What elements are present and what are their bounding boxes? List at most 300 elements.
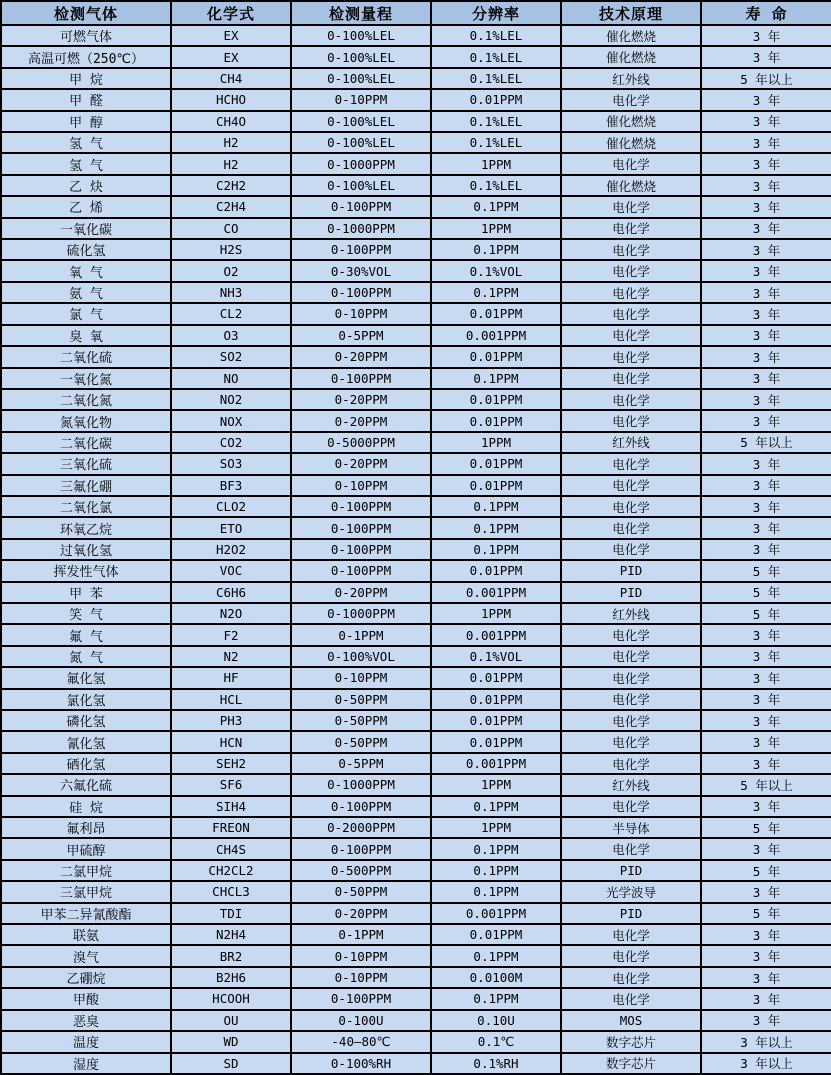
cell-principle: 电化学 [561, 218, 701, 239]
cell-gas: 硫化氢 [1, 239, 171, 260]
cell-resolution: 0.001PPM [431, 753, 561, 774]
cell-principle: 电化学 [561, 689, 701, 710]
cell-lifespan: 3 年 [701, 132, 831, 153]
cell-resolution: 0.01PPM [431, 560, 561, 581]
table-row [1, 1031, 831, 1052]
table-row [1, 710, 831, 731]
cell-gas: 氟 气 [1, 624, 171, 645]
cell-range: 0-100%LEL [291, 46, 431, 67]
cell-lifespan: 3 年 [701, 646, 831, 667]
cell-formula: C2H2 [171, 175, 291, 196]
cell-lifespan: 5 年 [701, 582, 831, 603]
cell-range: 0-10PPM [291, 967, 431, 988]
cell-gas: 二氯甲烷 [1, 860, 171, 881]
cell-resolution: 0.001PPM [431, 325, 561, 346]
cell-formula: VOC [171, 560, 291, 581]
cell-principle: 电化学 [561, 731, 701, 752]
column-header-range: 检测量程 [291, 1, 431, 25]
cell-range: 0-1000PPM [291, 218, 431, 239]
cell-principle: 催化燃烧 [561, 175, 701, 196]
cell-principle: PID [561, 860, 701, 881]
cell-lifespan: 3 年 [701, 175, 831, 196]
table-row [1, 881, 831, 902]
cell-gas: 硅 烷 [1, 796, 171, 817]
cell-range: 0-10PPM [291, 475, 431, 496]
cell-gas: 一氧化氮 [1, 368, 171, 389]
cell-lifespan: 3 年 [701, 25, 831, 46]
table-row [1, 774, 831, 795]
cell-principle: 催化燃烧 [561, 132, 701, 153]
cell-gas: 三氟化硼 [1, 475, 171, 496]
cell-range: 0-10PPM [291, 89, 431, 110]
cell-lifespan: 3 年 [701, 46, 831, 67]
table-row [1, 325, 831, 346]
cell-formula: N2 [171, 646, 291, 667]
table-row [1, 153, 831, 174]
cell-formula: H2 [171, 132, 291, 153]
cell-principle: 红外线 [561, 68, 701, 89]
cell-formula: OU [171, 1010, 291, 1031]
cell-resolution: 0.1%LEL [431, 25, 561, 46]
cell-range: 0-20PPM [291, 410, 431, 431]
cell-principle: 电化学 [561, 196, 701, 217]
cell-formula: C6H6 [171, 582, 291, 603]
cell-resolution: 0.1PPM [431, 881, 561, 902]
cell-gas: 二氧化硫 [1, 346, 171, 367]
cell-formula: NO [171, 368, 291, 389]
table-row [1, 796, 831, 817]
table-row [1, 689, 831, 710]
table-body [1, 25, 831, 1074]
cell-formula: WD [171, 1031, 291, 1052]
cell-principle: 电化学 [561, 838, 701, 859]
cell-gas: 臭 氧 [1, 325, 171, 346]
cell-lifespan: 3 年 [701, 410, 831, 431]
cell-formula: HCHO [171, 89, 291, 110]
cell-lifespan: 3 年 [701, 218, 831, 239]
cell-range: 0-1PPM [291, 624, 431, 645]
cell-lifespan: 3 年 [701, 667, 831, 688]
table-row [1, 624, 831, 645]
cell-gas: 氨 气 [1, 282, 171, 303]
table-row [1, 646, 831, 667]
cell-gas: 磷化氢 [1, 710, 171, 731]
table-row [1, 196, 831, 217]
cell-principle: 电化学 [561, 624, 701, 645]
cell-lifespan: 3 年 [701, 325, 831, 346]
cell-lifespan: 3 年 [701, 924, 831, 945]
cell-resolution: 0.1PPM [431, 196, 561, 217]
cell-gas: 挥发性气体 [1, 560, 171, 581]
cell-range: 0-100PPM [291, 539, 431, 560]
cell-formula: CO [171, 218, 291, 239]
cell-lifespan: 3 年 [701, 346, 831, 367]
table-row [1, 346, 831, 367]
cell-gas: 氯化氢 [1, 689, 171, 710]
cell-principle: 电化学 [561, 389, 701, 410]
cell-gas: 乙 烯 [1, 196, 171, 217]
cell-principle: 电化学 [561, 260, 701, 281]
cell-resolution: 0.1PPM [431, 945, 561, 966]
cell-principle: 电化学 [561, 239, 701, 260]
cell-gas: 氮 气 [1, 646, 171, 667]
cell-resolution: 1PPM [431, 774, 561, 795]
cell-lifespan: 5 年以上 [701, 68, 831, 89]
cell-formula: BR2 [171, 945, 291, 966]
cell-resolution: 0.001PPM [431, 582, 561, 603]
cell-resolution: 0.01PPM [431, 303, 561, 324]
cell-resolution: 0.1%LEL [431, 132, 561, 153]
cell-lifespan: 3 年 [701, 710, 831, 731]
cell-gas: 甲酸 [1, 988, 171, 1009]
cell-gas: 可燃气体 [1, 25, 171, 46]
cell-resolution: 1PPM [431, 432, 561, 453]
table-row [1, 46, 831, 67]
cell-principle: 电化学 [561, 453, 701, 474]
cell-lifespan: 3 年以上 [701, 1053, 831, 1075]
cell-resolution: 0.1PPM [431, 539, 561, 560]
cell-gas: 氧 气 [1, 260, 171, 281]
table-row [1, 260, 831, 281]
cell-range: 0-10PPM [291, 303, 431, 324]
cell-gas: 环氧乙烷 [1, 517, 171, 538]
cell-formula: TDI [171, 903, 291, 924]
cell-principle: 电化学 [561, 303, 701, 324]
cell-gas: 氟利昂 [1, 817, 171, 838]
cell-resolution: 0.001PPM [431, 624, 561, 645]
cell-lifespan: 3 年 [701, 689, 831, 710]
cell-gas: 一氧化碳 [1, 218, 171, 239]
cell-formula: F2 [171, 624, 291, 645]
cell-range: 0-5000PPM [291, 432, 431, 453]
cell-formula: H2S [171, 239, 291, 260]
cell-gas: 联氨 [1, 924, 171, 945]
header-row [1, 1, 831, 25]
cell-lifespan: 5 年 [701, 603, 831, 624]
table-row [1, 410, 831, 431]
column-header-formula: 化学式 [171, 1, 291, 25]
cell-gas: 二氧化碳 [1, 432, 171, 453]
cell-formula: CL2 [171, 303, 291, 324]
cell-gas: 甲 烷 [1, 68, 171, 89]
cell-principle: 红外线 [561, 603, 701, 624]
table-row [1, 753, 831, 774]
cell-lifespan: 3 年 [701, 368, 831, 389]
column-header-lifespan: 寿 命 [701, 1, 831, 25]
cell-gas: 硒化氢 [1, 753, 171, 774]
cell-formula: SF6 [171, 774, 291, 795]
cell-principle: 电化学 [561, 667, 701, 688]
cell-range: 0-100PPM [291, 560, 431, 581]
cell-formula: NH3 [171, 282, 291, 303]
cell-principle: 电化学 [561, 967, 701, 988]
cell-resolution: 0.1%LEL [431, 46, 561, 67]
cell-range: 0-100PPM [291, 368, 431, 389]
cell-range: 0-20PPM [291, 389, 431, 410]
cell-resolution: 0.1%LEL [431, 68, 561, 89]
cell-gas: 氢 气 [1, 153, 171, 174]
table-row [1, 303, 831, 324]
cell-principle: 催化燃烧 [561, 25, 701, 46]
cell-formula: EX [171, 25, 291, 46]
cell-lifespan: 3 年 [701, 838, 831, 859]
table-row [1, 175, 831, 196]
cell-lifespan: 3 年 [701, 881, 831, 902]
cell-lifespan: 3 年 [701, 945, 831, 966]
cell-formula: SO2 [171, 346, 291, 367]
cell-lifespan: 3 年 [701, 624, 831, 645]
cell-formula: CH4O [171, 111, 291, 132]
cell-range: 0-10PPM [291, 667, 431, 688]
table-row [1, 25, 831, 46]
table-row [1, 582, 831, 603]
table-row [1, 988, 831, 1009]
table-row [1, 282, 831, 303]
cell-principle: 电化学 [561, 988, 701, 1009]
cell-principle: 数字芯片 [561, 1053, 701, 1075]
cell-range: 0-30%VOL [291, 260, 431, 281]
table-row [1, 239, 831, 260]
cell-lifespan: 5 年以上 [701, 774, 831, 795]
cell-lifespan: 3 年 [701, 389, 831, 410]
cell-range: 0-100%LEL [291, 25, 431, 46]
cell-principle: 电化学 [561, 282, 701, 303]
cell-gas: 氢 气 [1, 132, 171, 153]
cell-formula: SO3 [171, 453, 291, 474]
cell-range: 0-100PPM [291, 239, 431, 260]
cell-resolution: 0.1PPM [431, 838, 561, 859]
table-row [1, 475, 831, 496]
cell-formula: N2O [171, 603, 291, 624]
cell-range: 0-500PPM [291, 860, 431, 881]
cell-formula: FREON [171, 817, 291, 838]
cell-lifespan: 3 年 [701, 282, 831, 303]
table-row [1, 667, 831, 688]
table-row [1, 817, 831, 838]
cell-range: 0-100%RH [291, 1053, 431, 1075]
cell-gas: 二氧化氯 [1, 496, 171, 517]
cell-principle: 催化燃烧 [561, 111, 701, 132]
table-row [1, 218, 831, 239]
cell-range: 0-100PPM [291, 988, 431, 1009]
cell-gas: 过氧化氢 [1, 539, 171, 560]
cell-resolution: 0.1PPM [431, 860, 561, 881]
cell-principle: 电化学 [561, 539, 701, 560]
table-row [1, 560, 831, 581]
table-row [1, 432, 831, 453]
cell-lifespan: 3 年 [701, 453, 831, 474]
cell-resolution: 1PPM [431, 218, 561, 239]
cell-gas: 恶臭 [1, 1010, 171, 1031]
cell-lifespan: 3 年 [701, 753, 831, 774]
table-row [1, 903, 831, 924]
table-row [1, 517, 831, 538]
cell-range: 0-50PPM [291, 881, 431, 902]
cell-formula: ETO [171, 517, 291, 538]
cell-lifespan: 3 年 [701, 89, 831, 110]
cell-principle: PID [561, 903, 701, 924]
cell-principle: 半导体 [561, 817, 701, 838]
cell-resolution: 0.1PPM [431, 988, 561, 1009]
cell-principle: 催化燃烧 [561, 46, 701, 67]
cell-lifespan: 3 年 [701, 517, 831, 538]
table-row [1, 838, 831, 859]
cell-range: 0-10PPM [291, 945, 431, 966]
cell-range: 0-100%LEL [291, 132, 431, 153]
cell-lifespan: 3 年 [701, 475, 831, 496]
cell-resolution: 0.01PPM [431, 731, 561, 752]
cell-resolution: 0.001PPM [431, 903, 561, 924]
table-header [1, 1, 831, 25]
cell-principle: 光学波导 [561, 881, 701, 902]
cell-principle: 电化学 [561, 346, 701, 367]
cell-resolution: 1PPM [431, 603, 561, 624]
cell-gas: 氰化氢 [1, 731, 171, 752]
cell-range: 0-20PPM [291, 346, 431, 367]
cell-resolution: 0.01PPM [431, 410, 561, 431]
cell-gas: 三氧化硫 [1, 453, 171, 474]
cell-gas: 甲硫醇 [1, 838, 171, 859]
cell-lifespan: 3 年 [701, 153, 831, 174]
cell-gas: 甲 醛 [1, 89, 171, 110]
cell-formula: B2H6 [171, 967, 291, 988]
cell-principle: 电化学 [561, 89, 701, 110]
cell-gas: 湿度 [1, 1053, 171, 1075]
cell-lifespan: 5 年 [701, 903, 831, 924]
cell-lifespan: 3 年以上 [701, 1031, 831, 1052]
cell-range: 0-100%LEL [291, 68, 431, 89]
table-row [1, 368, 831, 389]
cell-formula: H2 [171, 153, 291, 174]
cell-lifespan: 3 年 [701, 239, 831, 260]
cell-principle: 电化学 [561, 410, 701, 431]
cell-principle: 电化学 [561, 924, 701, 945]
cell-range: 0-5PPM [291, 325, 431, 346]
cell-gas: 笑 气 [1, 603, 171, 624]
cell-principle: 数字芯片 [561, 1031, 701, 1052]
table-row [1, 603, 831, 624]
cell-principle: 电化学 [561, 153, 701, 174]
cell-gas: 二氧化氮 [1, 389, 171, 410]
cell-lifespan: 3 年 [701, 988, 831, 1009]
cell-formula: PH3 [171, 710, 291, 731]
cell-principle: 电化学 [561, 368, 701, 389]
table-row [1, 731, 831, 752]
cell-range: 0-100%VOL [291, 646, 431, 667]
cell-range: 0-100PPM [291, 796, 431, 817]
cell-formula: O3 [171, 325, 291, 346]
table-row [1, 924, 831, 945]
cell-gas: 甲 苯 [1, 582, 171, 603]
cell-formula: CLO2 [171, 496, 291, 517]
cell-gas: 乙硼烷 [1, 967, 171, 988]
cell-resolution: 0.01PPM [431, 389, 561, 410]
cell-gas: 氮氧化物 [1, 410, 171, 431]
cell-gas: 六氟化硫 [1, 774, 171, 795]
cell-range: 0-50PPM [291, 731, 431, 752]
cell-formula: HCOOH [171, 988, 291, 1009]
cell-resolution: 0.1PPM [431, 496, 561, 517]
cell-range: 0-100PPM [291, 282, 431, 303]
cell-formula: SD [171, 1053, 291, 1075]
cell-formula: C2H4 [171, 196, 291, 217]
cell-resolution: 0.1℃ [431, 1031, 561, 1052]
cell-formula: CH4S [171, 838, 291, 859]
cell-resolution: 0.01PPM [431, 89, 561, 110]
cell-lifespan: 3 年 [701, 496, 831, 517]
cell-lifespan: 3 年 [701, 260, 831, 281]
cell-resolution: 0.1PPM [431, 796, 561, 817]
cell-resolution: 0.1%LEL [431, 111, 561, 132]
cell-lifespan: 3 年 [701, 796, 831, 817]
cell-resolution: 0.10U [431, 1010, 561, 1031]
cell-resolution: 0.1PPM [431, 517, 561, 538]
table-row [1, 132, 831, 153]
cell-range: -40—80℃ [291, 1031, 431, 1052]
cell-resolution: 0.01PPM [431, 710, 561, 731]
column-header-principle: 技术原理 [561, 1, 701, 25]
column-header-resolution: 分辨率 [431, 1, 561, 25]
cell-range: 0-20PPM [291, 903, 431, 924]
cell-resolution: 0.1PPM [431, 239, 561, 260]
cell-range: 0-100PPM [291, 496, 431, 517]
table-row [1, 111, 831, 132]
cell-range: 0-20PPM [291, 453, 431, 474]
cell-range: 0-100PPM [291, 196, 431, 217]
cell-formula: CHCL3 [171, 881, 291, 902]
cell-range: 0-1000PPM [291, 153, 431, 174]
cell-resolution: 1PPM [431, 153, 561, 174]
cell-formula: CO2 [171, 432, 291, 453]
cell-formula: EX [171, 46, 291, 67]
table-row [1, 945, 831, 966]
cell-resolution: 0.1%VOL [431, 260, 561, 281]
cell-resolution: 0.1%LEL [431, 175, 561, 196]
cell-gas: 甲 醇 [1, 111, 171, 132]
cell-resolution: 0.01PPM [431, 924, 561, 945]
table-row [1, 389, 831, 410]
cell-formula: NOX [171, 410, 291, 431]
cell-principle: 电化学 [561, 475, 701, 496]
table-row [1, 1053, 831, 1075]
cell-range: 0-50PPM [291, 710, 431, 731]
cell-resolution: 0.1PPM [431, 282, 561, 303]
cell-formula: BF3 [171, 475, 291, 496]
cell-resolution: 0.01PPM [431, 346, 561, 367]
table-row [1, 68, 831, 89]
table-row [1, 453, 831, 474]
cell-principle: 电化学 [561, 496, 701, 517]
cell-resolution: 0.01PPM [431, 475, 561, 496]
cell-gas: 温度 [1, 1031, 171, 1052]
table-row [1, 539, 831, 560]
cell-principle: 红外线 [561, 774, 701, 795]
cell-lifespan: 3 年 [701, 196, 831, 217]
cell-principle: 电化学 [561, 945, 701, 966]
cell-resolution: 0.1%RH [431, 1053, 561, 1075]
cell-formula: CH4 [171, 68, 291, 89]
cell-formula: H2O2 [171, 539, 291, 560]
cell-range: 0-5PPM [291, 753, 431, 774]
cell-gas: 乙 炔 [1, 175, 171, 196]
cell-formula: N2H4 [171, 924, 291, 945]
table-row [1, 89, 831, 110]
cell-lifespan: 5 年以上 [701, 432, 831, 453]
cell-principle: MOS [561, 1010, 701, 1031]
cell-resolution: 0.01PPM [431, 667, 561, 688]
cell-lifespan: 3 年 [701, 111, 831, 132]
cell-resolution: 0.0100M [431, 967, 561, 988]
